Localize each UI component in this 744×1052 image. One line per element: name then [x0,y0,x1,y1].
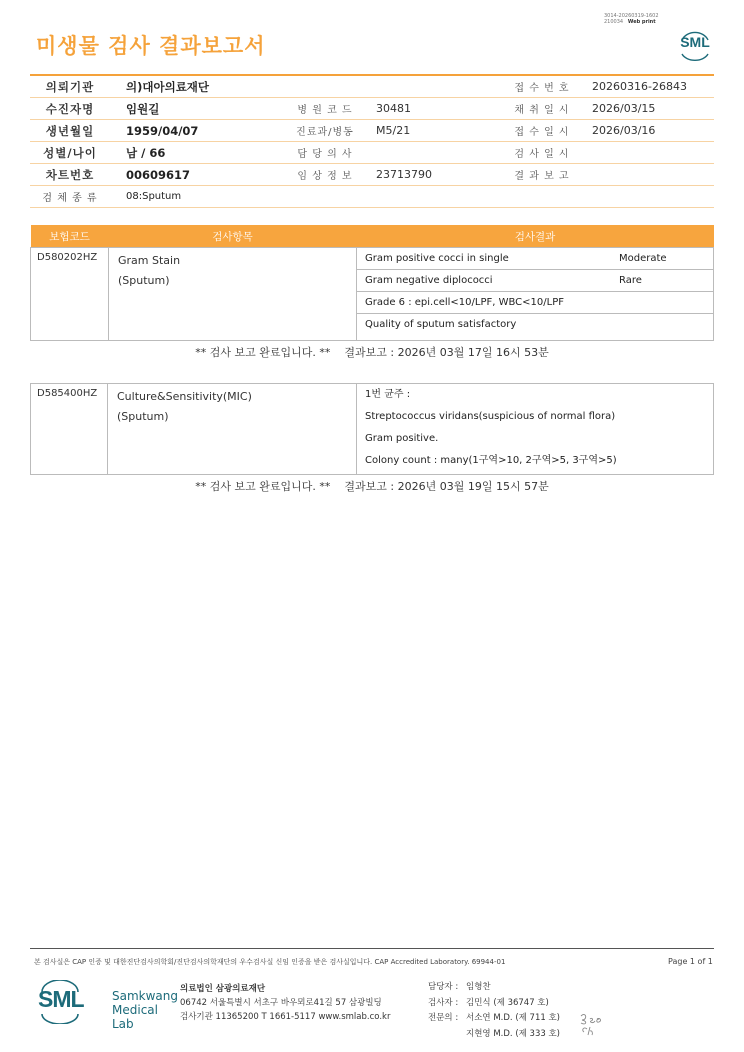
value-collection-date: 2026/03/15 [582,98,714,120]
label-specimen: 검 체 종 류 [30,186,110,208]
sml-logo [676,27,714,63]
web-print-label: Web print [627,19,656,25]
label-receipt-no: 접 수 번 호 [502,75,582,98]
table-row [31,248,714,341]
staff-name: 서소연 M.D. (제 711 호) [466,1013,561,1023]
value-department: M5/21 [360,120,502,142]
staff-row [428,1011,560,1027]
staff-name: 임형찬 [466,982,491,992]
info-row [30,120,714,142]
staff-role: 담당자 : [428,982,459,992]
print-id: 3014-20260319-1602 [604,13,659,19]
label-doctor: 담 당 의 사 [290,142,360,164]
label-clinical-info: 임 상 정 보 [290,164,360,186]
label-receipt-date: 접 수 일 시 [502,120,582,142]
test-results [357,248,714,341]
result-line [357,314,713,335]
report-complete-line [30,344,714,360]
logo-name-line2: Medical Lab [112,1003,158,1031]
samkwang-logo-name [112,989,178,1031]
test-item [109,248,357,341]
staff-name: 지현영 M.D. (제 333 호) [466,1028,561,1039]
staff-row [428,996,560,1012]
col-test-result: 검사결과 [357,225,714,248]
sml-logo-text: SML [680,34,710,50]
label-chart-no: 차트번호 [30,164,110,186]
result-line [357,270,713,292]
staff-role: 전문의 : [428,1013,459,1023]
report-complete-text: ** 검사 보고 완료입니다. ** [195,346,331,359]
label-patient-name: 수진자명 [30,98,110,120]
organization-info [180,982,390,1024]
value-receipt-no: 20260316-26843 [582,75,714,98]
value-requester: 의)대아의료재단 [110,75,502,98]
col-test-item: 검사항목 [109,225,357,248]
report-title: 미생물 검사 결과보고서 [36,34,266,58]
value-sex-age: 남 / 66 [110,142,290,164]
result-line [357,292,713,314]
test-item [108,384,357,475]
test-code: D585400HZ [31,384,108,475]
result-text: Gram positive cocci in single [365,253,509,264]
page-number: Page 1 of 1 [668,957,713,966]
result-text: Gram negative diplococci [365,275,493,286]
report-timestamp: 결과보고 : 2026년 03월 19일 15시 57분 [344,480,549,493]
result-flag: Rare [619,275,642,286]
result-line: Streptococcus viridans(suspicious of normal flora) [365,411,616,422]
value-receipt-date: 2026/03/16 [582,120,714,142]
test-results [357,384,714,475]
label-birthdate: 생년월일 [30,120,110,142]
staff-name: 김민식 (제 36747 호) [466,997,549,1008]
print-info [604,13,659,25]
value-specimen: 08:Sputum [110,186,714,208]
value-hospital-code: 30481 [360,98,502,120]
label-test-date: 검 사 일 시 [502,142,582,164]
samkwang-logo [38,980,178,1031]
info-row [30,98,714,120]
results-table-culture [30,383,714,475]
patient-info-table [30,74,714,208]
footer-divider [30,948,714,949]
samkwang-logo-sml: SML [38,986,84,1012]
result-line: Colony count : many(1구역>10, 2구역>5, 3구역>5) [365,455,617,466]
value-test-date [582,142,714,164]
org-address: 06742 서울특별시 서초구 바우뫼로41길 57 삼광빌딩 [180,998,382,1008]
report-timestamp: 결과보고 : 2026년 03월 17일 16시 53분 [344,346,549,359]
result-line: Gram positive. [365,433,439,444]
value-result-report [582,164,714,186]
staff-row [428,1027,560,1043]
logo-name-line1: Samkwang [112,989,178,1003]
table-row [31,384,714,475]
info-row [30,164,714,186]
value-doctor [360,142,502,164]
label-collection-date: 채 취 일 시 [502,98,582,120]
result-line: 1번 균주 : [365,389,411,400]
value-birthdate: 1959/04/07 [110,120,290,142]
report-complete-text: ** 검사 보고 완료입니다. ** [195,480,331,493]
results-table-gram-stain [30,225,714,341]
label-requester: 의뢰기관 [30,75,110,98]
label-sex-age: 성별/나이 [30,142,110,164]
value-chart-no: 00609617 [110,164,290,186]
staff-role: 검사자 : [428,997,459,1008]
org-contact: 검사기관 11365200 T 1661-5117 www.smlab.co.kr [180,1012,391,1022]
label-result-report: 결 과 보 고 [502,164,582,186]
test-specimen: (Sputum) [118,274,170,287]
result-text: Quality of sputum satisfactory [365,319,517,330]
cap-accreditation-note: 본 검사실은 CAP 인증 및 대한진단검사의학회/진단검사의학재단의 우수검사실 신임 인증을 받은 검사실입니다. CAP Accredited Laboratory. 69944-01 [34,958,506,966]
result-text: Grade 6 : epi.cell<10/LPF, WBC<10/LPF [365,297,564,308]
info-row [30,142,714,164]
value-clinical-info: 23713790 [360,164,502,186]
value-patient-name: 임원길 [110,98,290,120]
test-name: Culture&Sensitivity(MIC) [117,390,252,403]
col-insurance-code: 보험코드 [31,225,109,248]
signature [578,1010,608,1042]
test-code: D580202HZ [31,248,109,341]
info-row [30,186,714,208]
org-name: 의료법인 삼광의료재단 [180,984,266,994]
print-id-2: 210034 [604,19,624,25]
result-flag: Moderate [619,253,667,264]
result-line [357,248,713,270]
staff-info [428,980,560,1042]
label-hospital-code: 병 원 코 드 [290,98,360,120]
test-specimen: (Sputum) [117,410,169,423]
test-name: Gram Stain [118,254,181,267]
staff-row [428,980,560,996]
report-complete-line [30,478,714,494]
label-department: 진료과/병동 [290,120,360,142]
info-row [30,75,714,98]
